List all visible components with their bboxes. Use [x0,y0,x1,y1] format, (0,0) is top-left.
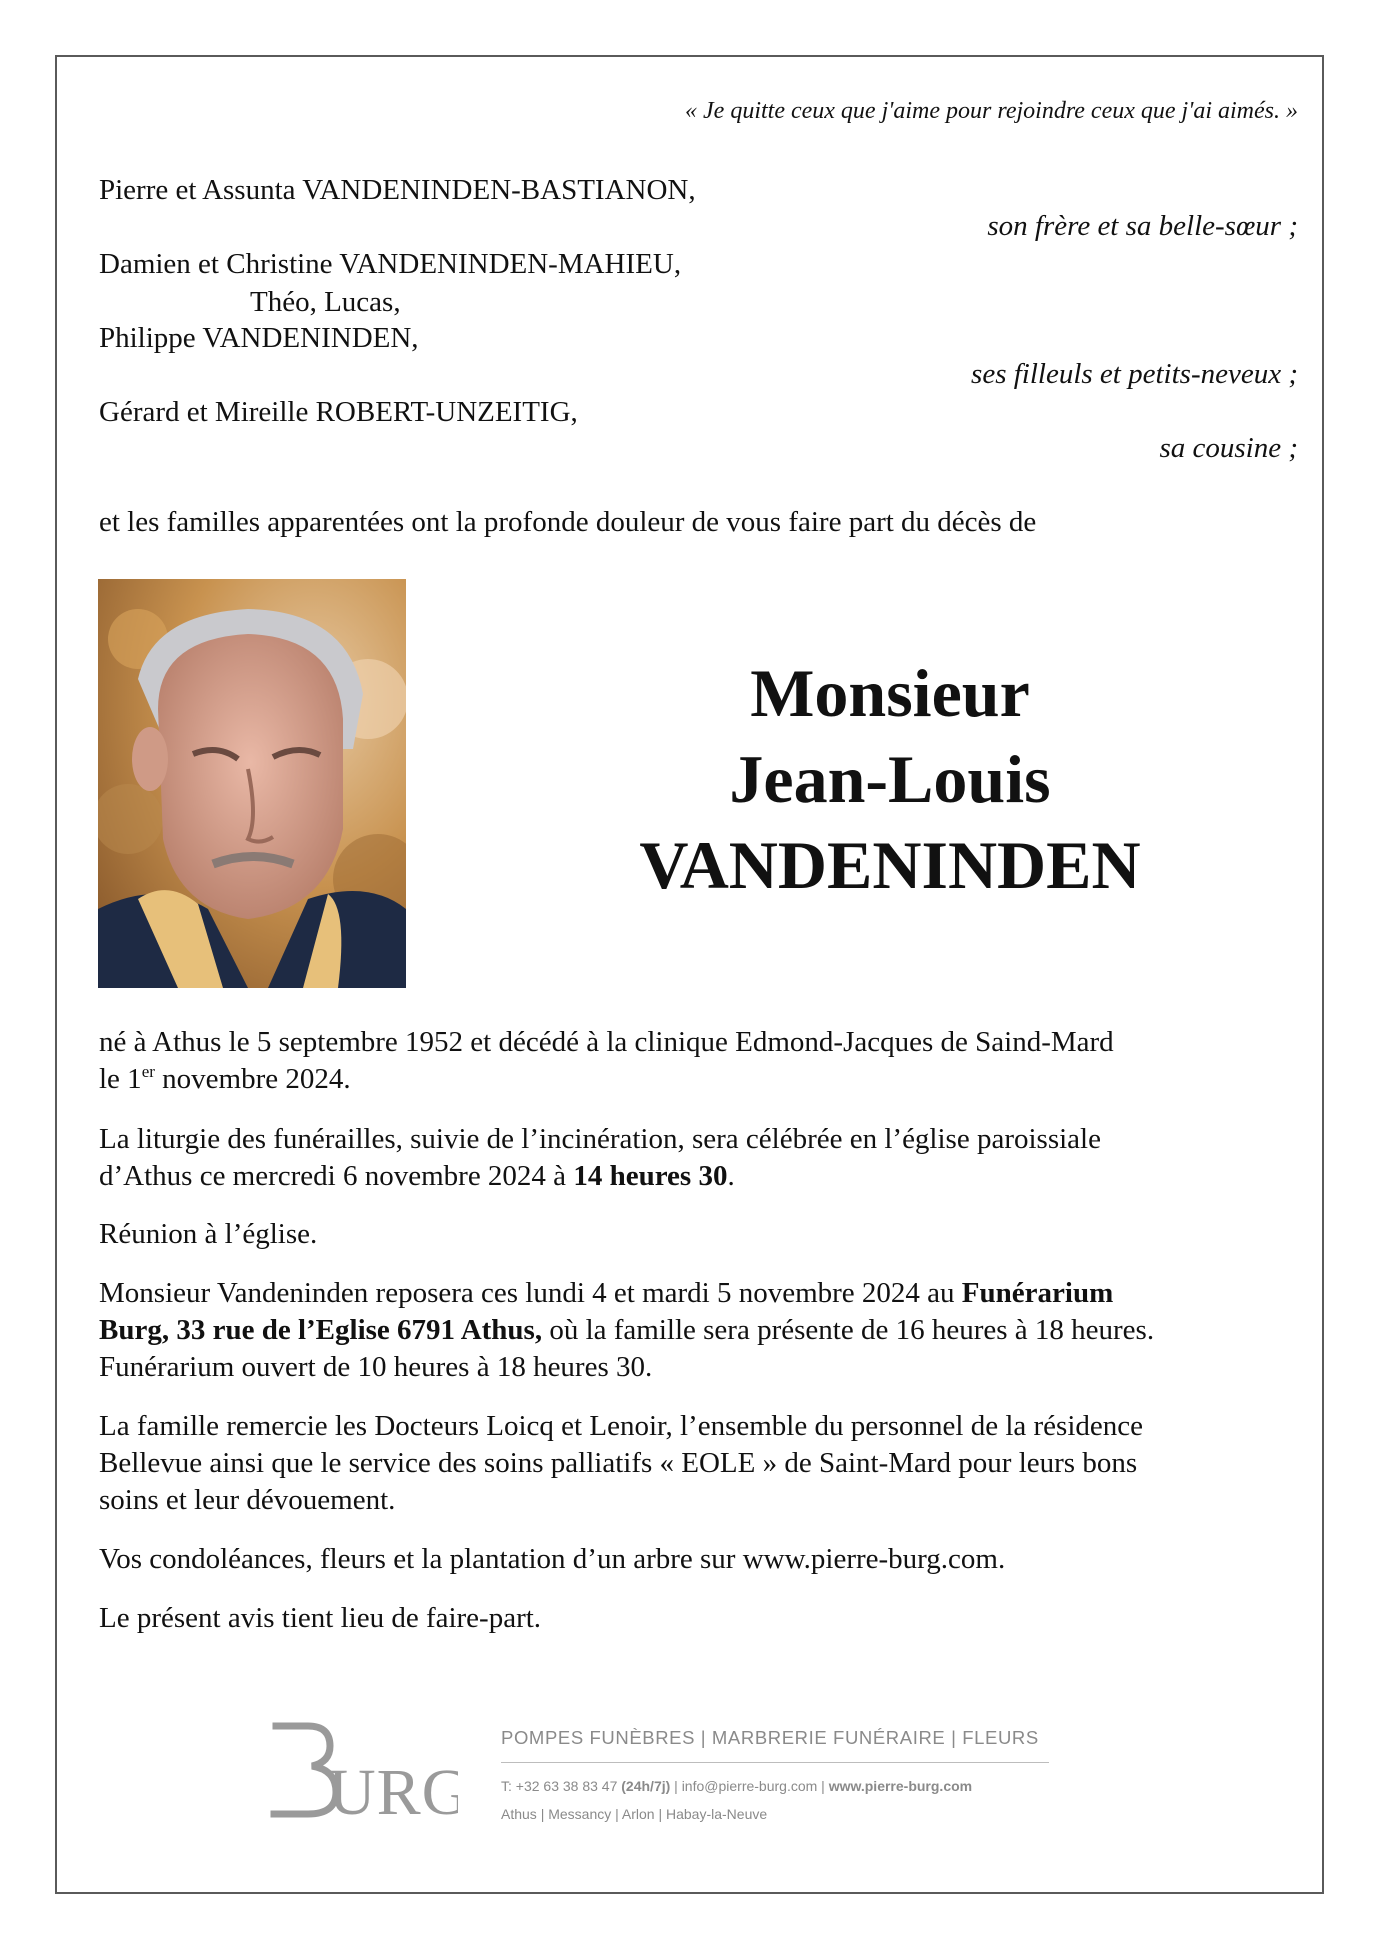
deceased-name [480,650,1300,908]
footer-website: www.pierre-burg.com [828,1778,973,1794]
family-relation-1: son frère et sa belle-sœur ; [987,210,1298,242]
notice-paragraph: Le présent avis tient lieu de faire-part. [99,1602,542,1634]
footer-locations: Athus | Messancy | Arlon | Habay-la-Neuve [501,1806,768,1822]
svg-text:URG: URG [328,1756,458,1820]
visitation-line-a: Monsieur Vandeninden reposera ces lundi 4 et mardi 5 novembre 2024 au [99,1277,962,1309]
funerarium-address: Burg, 33 rue de l’Eglise 6791 Athus, [99,1314,543,1346]
footer-contact [501,1778,972,1794]
visitation-paragraph [99,1275,1299,1386]
deceased-first-name: Jean-Louis [729,741,1051,817]
portrait-photo [98,579,406,988]
funerarium-name-a: Funérarium [961,1277,1114,1309]
birth-line-b-end: novembre 2024. [154,1063,351,1095]
family-line-4: Philippe VANDENINDEN, [99,322,419,354]
birth-line-b: le 1 [99,1063,142,1095]
footer-rule [501,1762,1049,1763]
thanks-paragraph [99,1408,1299,1519]
thanks-line-b: Bellevue ainsi que le service des soins palliatifs « EOLE » de Saint-Mard pour leurs bons [99,1447,1138,1479]
family-line-2: Damien et Christine VANDENINDEN-MAHIEU, [99,248,682,280]
footer-services: POMPES FUNÈBRES | MARBRERIE FUNÉRAIRE | FLEURS [501,1727,1039,1748]
footer-phone: T: +32 63 38 83 47 [501,1778,622,1794]
footer-email: | info@pierre-burg.com | [670,1778,829,1794]
footer-phone-hours: (24h/7j) [621,1778,671,1794]
birth-line-a: né à Athus le 5 septembre 1952 et décédé à la clinique Edmond-Jacques de Saind-Mard [99,1026,1114,1058]
liturgy-paragraph [99,1121,1299,1195]
thanks-line-a: La famille remercie les Docteurs Loicq et Lenoir, l’ensemble du personnel de la résidence [99,1410,1143,1442]
liturgy-line-a: La liturgie des funérailles, suivie de l’incinération, sera célébrée en l’église paroissiale [99,1123,1101,1155]
condolences-paragraph: Vos condoléances, fleurs et la plantation d’un arbre sur www.pierre-burg.com. [99,1543,1006,1575]
family-line-1: Pierre et Assunta VANDENINDEN-BASTIANON, [99,174,696,206]
ordinal-superscript: er [141,1062,155,1081]
family-relation-2: ses filleuls et petits-neveux ; [971,358,1298,390]
deceased-last-name: VANDENINDEN [639,827,1141,903]
thanks-line-c: soins et leur dévouement. [99,1484,396,1516]
birth-death-paragraph [99,1024,1299,1098]
deceased-title: Monsieur [750,655,1030,731]
family-line-5: Gérard et Mireille ROBERT-UNZEITIG, [99,396,578,428]
visitation-line-c: Funérarium ouvert de 10 heures à 18 heures 30. [99,1351,653,1383]
epigraph: « Je quitte ceux que j'aime pour rejoindre ceux que j'ai aimés. » [685,98,1298,124]
announcement-intro: et les familles apparentées ont la profonde douleur de vous faire part du décès de [99,506,1037,538]
meeting-paragraph: Réunion à l’église. [99,1218,318,1250]
visitation-line-b: où la famille sera présente de 16 heures à 18 heures. [542,1314,1155,1346]
burg-logo [268,1720,458,1820]
liturgy-time: 14 heures 30 [573,1160,728,1192]
liturgy-line-b-end: . [727,1160,735,1192]
liturgy-line-b: d’Athus ce mercredi 6 novembre 2024 à [99,1160,574,1192]
family-line-3: Théo, Lucas, [250,286,401,318]
family-relation-3: sa cousine ; [1159,432,1298,464]
